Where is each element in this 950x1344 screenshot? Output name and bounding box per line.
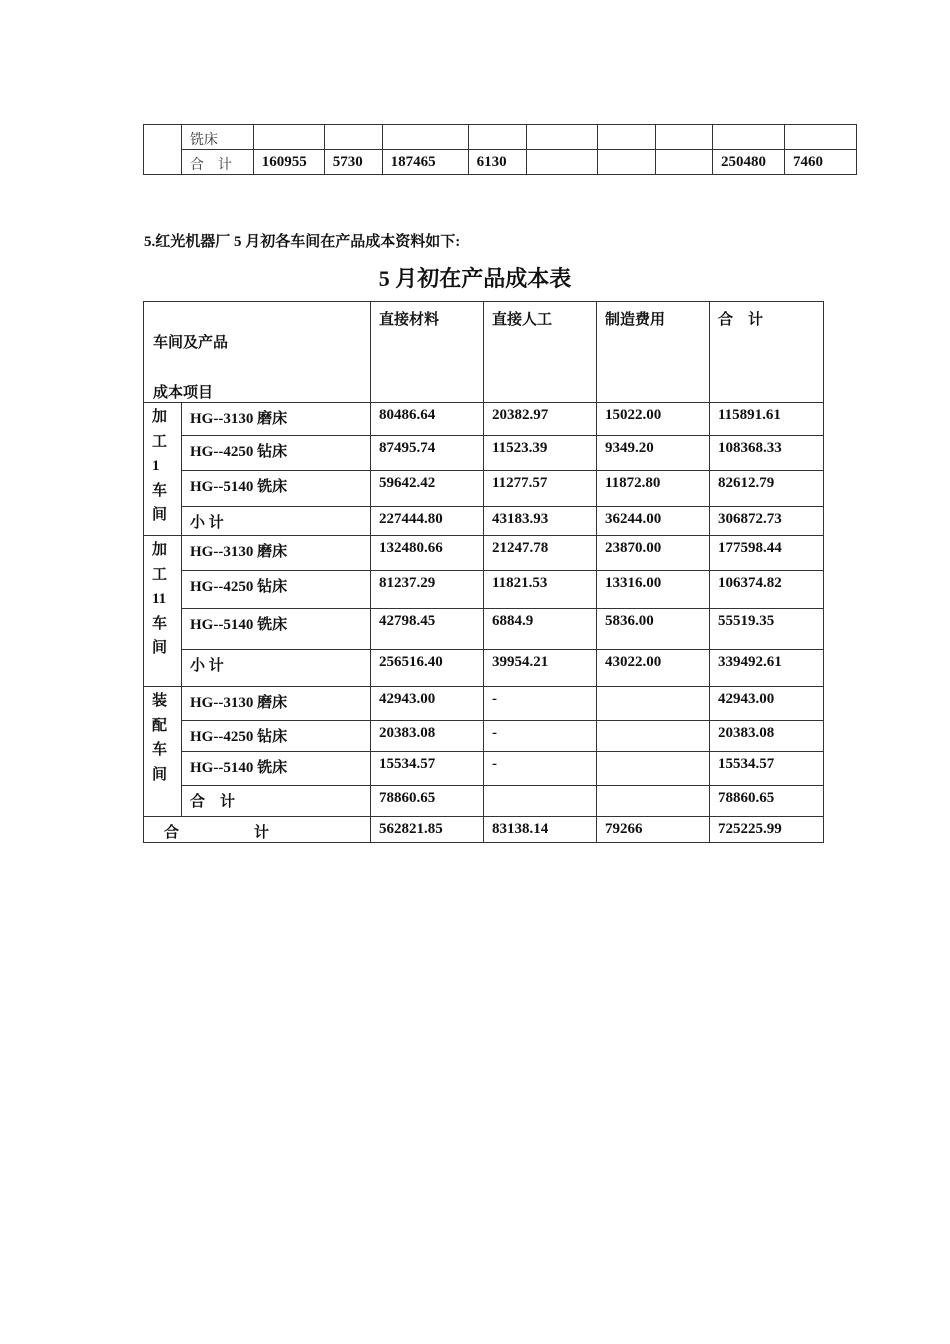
grand-total-label: 合 计 bbox=[144, 817, 371, 843]
table-row bbox=[144, 752, 824, 786]
table-row bbox=[144, 609, 824, 650]
table-cell bbox=[526, 125, 598, 150]
table-cell: 83138.14 bbox=[484, 817, 597, 843]
table-cell bbox=[324, 125, 382, 150]
table-cell bbox=[597, 786, 710, 817]
table-cell: 78860.65 bbox=[371, 786, 484, 817]
table-cell bbox=[597, 752, 710, 786]
workshop-name-char: 加 bbox=[152, 409, 168, 425]
table-cell: 87495.74 bbox=[371, 436, 484, 471]
table-cell: 82612.79 bbox=[710, 471, 824, 507]
header-corner bbox=[144, 302, 371, 403]
table-cell: 15534.57 bbox=[710, 752, 824, 786]
workshop-name-char: 车 bbox=[152, 615, 168, 632]
subtotal-row bbox=[144, 786, 824, 817]
subtotal-row bbox=[144, 650, 824, 687]
table-cell: 42943.00 bbox=[371, 687, 484, 721]
table-cell: 55519.35 bbox=[710, 609, 824, 650]
product-name: HG--4250 钻床 bbox=[182, 721, 371, 752]
table-cell: 11277.57 bbox=[484, 471, 597, 507]
table-cell: - bbox=[484, 752, 597, 786]
workshop-name-char: 工 bbox=[152, 433, 168, 450]
workshop-name-char: 工 bbox=[152, 566, 168, 583]
table-cell: 78860.65 bbox=[710, 786, 824, 817]
table-cell: 81237.29 bbox=[371, 571, 484, 609]
table-title: 5 月初在产品成本表 bbox=[378, 266, 572, 291]
table-cell: 20383.08 bbox=[710, 721, 824, 752]
table-cell bbox=[253, 125, 324, 150]
table-cell: 250480 bbox=[713, 150, 785, 175]
workshop-name-char: 车 bbox=[152, 482, 168, 499]
workshop-name bbox=[144, 403, 182, 536]
workshop-name-char: 配 bbox=[152, 717, 168, 734]
cost-table bbox=[143, 301, 824, 843]
table-cell: 725225.99 bbox=[710, 817, 824, 843]
workshop-name-char: 间 bbox=[152, 640, 168, 656]
table-cell: 20382.97 bbox=[484, 403, 597, 436]
product-name: HG--5140 铣床 bbox=[182, 471, 371, 507]
table-cell: 79266 bbox=[597, 817, 710, 843]
grand-total-row bbox=[144, 817, 824, 843]
corner-top-label: 车间及产品 bbox=[153, 335, 229, 351]
product-name: 小 计 bbox=[182, 650, 371, 687]
table-cell: 21247.78 bbox=[484, 536, 597, 571]
workshop-name bbox=[144, 536, 182, 687]
table-row bbox=[144, 536, 824, 571]
table-cell: 6130 bbox=[468, 150, 526, 175]
table-cell bbox=[598, 125, 656, 150]
table-cell bbox=[784, 125, 856, 150]
table-cell: 11872.80 bbox=[597, 471, 710, 507]
product-name: HG--3130 磨床 bbox=[182, 536, 371, 571]
table-cell bbox=[656, 150, 713, 175]
table-cell: 227444.80 bbox=[371, 507, 484, 536]
table-row bbox=[144, 721, 824, 752]
table-cell: 132480.66 bbox=[371, 536, 484, 571]
table-cell: 80486.64 bbox=[371, 403, 484, 436]
table-row bbox=[144, 687, 824, 721]
intro-paragraph: 5.红光机器厂 5 月初各车间在产品成本资料如下: bbox=[144, 234, 461, 250]
table-cell: 15022.00 bbox=[597, 403, 710, 436]
table-cell bbox=[484, 786, 597, 817]
table-cell: 59642.42 bbox=[371, 471, 484, 507]
table-cell: 13316.00 bbox=[597, 571, 710, 609]
row-label: 合 计 bbox=[181, 150, 253, 175]
workshop-name-char: 加 bbox=[152, 542, 168, 558]
table-cell: 15534.57 bbox=[371, 752, 484, 786]
table-cell: 20383.08 bbox=[371, 721, 484, 752]
row-label: 铣床 bbox=[181, 125, 253, 150]
product-name: 合 计 bbox=[182, 786, 371, 817]
product-name: 小 计 bbox=[182, 507, 371, 536]
table-cell: 23870.00 bbox=[597, 536, 710, 571]
workshop-name-char: 间 bbox=[152, 507, 168, 523]
table-cell: 36244.00 bbox=[597, 507, 710, 536]
column-header: 直接材料 bbox=[371, 302, 484, 403]
table-row bbox=[144, 125, 857, 150]
table-cell: 11821.53 bbox=[484, 571, 597, 609]
header-row bbox=[144, 302, 824, 403]
product-name: HG--5140 铣床 bbox=[182, 609, 371, 650]
table-cell: 43022.00 bbox=[597, 650, 710, 687]
table-cell bbox=[468, 125, 526, 150]
table-cell: 177598.44 bbox=[710, 536, 824, 571]
table-cell: 306872.73 bbox=[710, 507, 824, 536]
table-cell: 6884.9 bbox=[484, 609, 597, 650]
previous-table-fragment bbox=[143, 124, 857, 175]
table-cell bbox=[382, 125, 468, 150]
table-cell: 42798.45 bbox=[371, 609, 484, 650]
workshop-name bbox=[144, 687, 182, 817]
table-cell: 187465 bbox=[382, 150, 468, 175]
table-row bbox=[144, 436, 824, 471]
table-cell: 160955 bbox=[253, 150, 324, 175]
table-cell: 115891.61 bbox=[710, 403, 824, 436]
product-name: HG--4250 钻床 bbox=[182, 571, 371, 609]
table-cell: 108368.33 bbox=[710, 436, 824, 471]
table-cell: 7460 bbox=[784, 150, 856, 175]
table-cell: 42943.00 bbox=[710, 687, 824, 721]
table-cell bbox=[597, 687, 710, 721]
table-cell: - bbox=[484, 687, 597, 721]
workshop-name-char: 间 bbox=[152, 766, 168, 783]
table-cell: 256516.40 bbox=[371, 650, 484, 687]
column-header: 直接人工 bbox=[484, 302, 597, 403]
table-cell bbox=[526, 150, 598, 175]
product-name: HG--5140 铣床 bbox=[182, 752, 371, 786]
product-name: HG--3130 磨床 bbox=[182, 403, 371, 436]
corner-bottom-label: 成本项目 bbox=[153, 385, 214, 401]
workshop-name-char: 装 bbox=[152, 693, 168, 709]
column-header: 合 计 bbox=[710, 302, 824, 403]
workshop-name-char: 车 bbox=[152, 742, 168, 758]
workshop-name-char: 11 bbox=[152, 591, 167, 607]
table-row bbox=[144, 471, 824, 507]
workshop-name-char: 1 bbox=[152, 458, 160, 474]
product-name: HG--3130 磨床 bbox=[182, 687, 371, 721]
table-row bbox=[144, 150, 857, 175]
product-name: HG--4250 钻床 bbox=[182, 436, 371, 471]
table-cell bbox=[713, 125, 785, 150]
table-cell: 339492.61 bbox=[710, 650, 824, 687]
merged-cell bbox=[144, 125, 182, 175]
table-row bbox=[144, 403, 824, 436]
table-cell: 106374.82 bbox=[710, 571, 824, 609]
table-cell bbox=[597, 721, 710, 752]
table-cell: 562821.85 bbox=[371, 817, 484, 843]
column-header: 制造费用 bbox=[597, 302, 710, 403]
table-cell: - bbox=[484, 721, 597, 752]
table-cell bbox=[656, 125, 713, 150]
table-cell: 5730 bbox=[324, 150, 382, 175]
table-cell: 9349.20 bbox=[597, 436, 710, 471]
table-cell: 11523.39 bbox=[484, 436, 597, 471]
subtotal-row bbox=[144, 507, 824, 536]
table-cell: 43183.93 bbox=[484, 507, 597, 536]
table-row bbox=[144, 571, 824, 609]
table-cell: 39954.21 bbox=[484, 650, 597, 687]
table-cell: 5836.00 bbox=[597, 609, 710, 650]
table-cell bbox=[598, 150, 656, 175]
